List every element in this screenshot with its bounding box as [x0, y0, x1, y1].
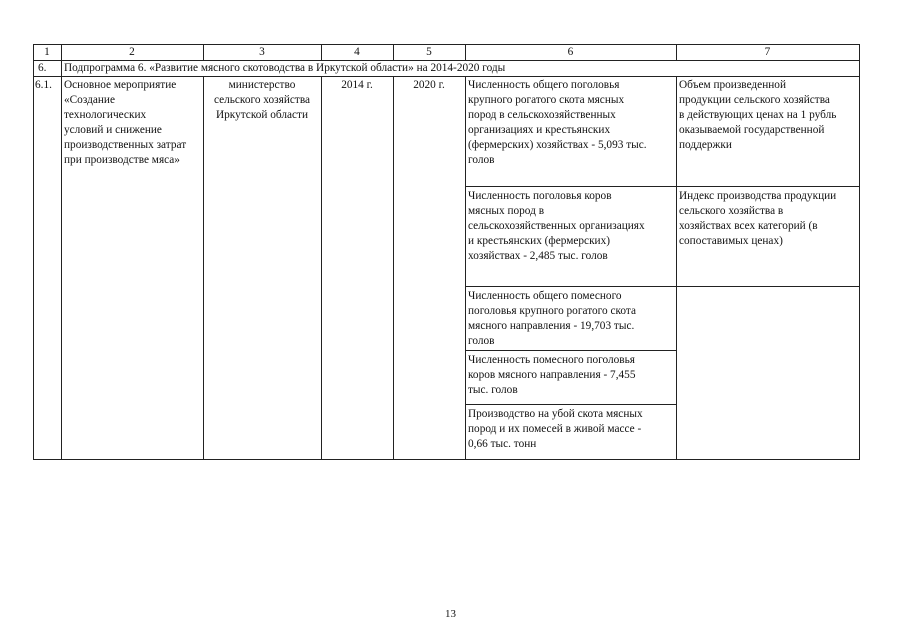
indicator-4-line-2: коров мясного направления - 7,455 — [468, 369, 636, 381]
indicator-1-line-3: пород в сельскохозяйственных — [468, 109, 616, 121]
header-col-2: 2 — [129, 46, 135, 58]
header-col-3: 3 — [259, 46, 265, 58]
indicator-5-line-1: Производство на убой скота мясных — [468, 408, 643, 420]
col-divider-3b — [321, 76, 322, 460]
header-col-1: 1 — [44, 46, 50, 58]
executor-line-2: сельского хозяйства — [213, 94, 311, 106]
indicator-divider-4 — [465, 404, 676, 405]
indicator-2-line-1: Численность поголовья коров — [468, 190, 612, 202]
indicator-3-line-1: Численность общего помесного — [468, 290, 622, 302]
result-2-line-2: сельского хозяйства в — [679, 205, 784, 217]
header-col-4: 4 — [354, 46, 360, 58]
event-line-1: Основное мероприятие — [64, 79, 177, 91]
table-left-border — [33, 44, 34, 460]
section-number: 6. — [38, 62, 47, 74]
event-line-5: производственных затрат — [64, 139, 187, 151]
indicator-1-line-4: организациях и крестьянских — [468, 124, 611, 136]
section-title: Подпрограмма 6. «Развитие мясного скотоводства в Иркутской области» на 2014-2020 годы — [64, 62, 506, 74]
start-year: 2014 г. — [341, 79, 373, 91]
executor-line-1: министерство — [228, 79, 296, 91]
result-1-line-4: оказываемой государственной — [679, 124, 825, 136]
event-line-2: «Создание — [64, 94, 115, 106]
indicator-5-line-2: пород и их помесей в живой массе - — [468, 423, 642, 435]
event-line-4: условий и снижение — [64, 124, 162, 136]
indicator-3-line-2: поголовья крупного рогатого скота — [468, 305, 636, 317]
row-number: 6.1. — [35, 79, 52, 91]
indicator-2-line-5: хозяйствах - 2,485 тыс. голов — [468, 250, 608, 262]
result-2-line-4: сопоставимых ценах) — [679, 235, 783, 247]
end-year: 2020 г. — [413, 79, 445, 91]
indicator-1-line-6: голов — [468, 154, 495, 166]
result-1-line-3: в действующих ценах на 1 рубль — [679, 109, 837, 121]
col-divider-2b — [203, 76, 204, 460]
col-divider-5b — [465, 76, 466, 460]
result-2-line-3: хозяйствах всех категорий (в — [679, 220, 818, 232]
indicator-2-line-3: сельскохозяйственных организациях — [468, 220, 645, 232]
indicator-divider-3 — [465, 350, 676, 351]
indicator-1-line-2: крупного рогатого скота мясных — [468, 94, 625, 106]
indicator-2-line-2: мясных пород в — [468, 205, 545, 217]
indicator-1-line-1: Численность общего поголовья — [468, 79, 620, 91]
indicator-4-line-3: тыс. голов — [468, 384, 518, 396]
indicator-5-line-3: 0,66 тыс. тонн — [468, 438, 537, 450]
result-1-line-5: поддержки — [679, 139, 732, 151]
col-divider-6b — [676, 76, 677, 460]
result-1-line-1: Объем произведенной — [679, 79, 786, 91]
result-1-line-2: продукции сельского хозяйства — [679, 94, 830, 106]
indicator-4-line-1: Численность помесного поголовья — [468, 354, 635, 366]
event-line-3: технологических — [64, 109, 147, 121]
table-right-border — [859, 44, 860, 460]
indicator-divider-2 — [465, 286, 860, 287]
indicator-2-line-4: и крестьянских (фермерских) — [468, 235, 611, 247]
table-bottom-border — [33, 459, 860, 460]
indicator-1-line-5: (фермерских) хозяйствах - 5,093 тыс. — [468, 139, 647, 151]
indicator-divider-1 — [465, 186, 860, 187]
header-col-7: 7 — [764, 46, 771, 58]
indicator-3-line-4: голов — [468, 335, 495, 347]
indicator-3-line-3: мясного направления - 19,703 тыс. — [468, 320, 635, 332]
event-line-6: при производстве мяса» — [64, 154, 180, 166]
col-divider-1 — [61, 44, 62, 460]
executor-line-3: Иркутской области — [215, 109, 309, 121]
header-col-6: 6 — [567, 46, 574, 58]
result-2-line-1: Индекс производства продукции — [679, 190, 837, 202]
page-number: 13 — [445, 608, 456, 620]
header-col-5: 5 — [426, 46, 432, 58]
col-divider-4b — [393, 76, 394, 460]
section-bottom-border — [33, 76, 860, 77]
